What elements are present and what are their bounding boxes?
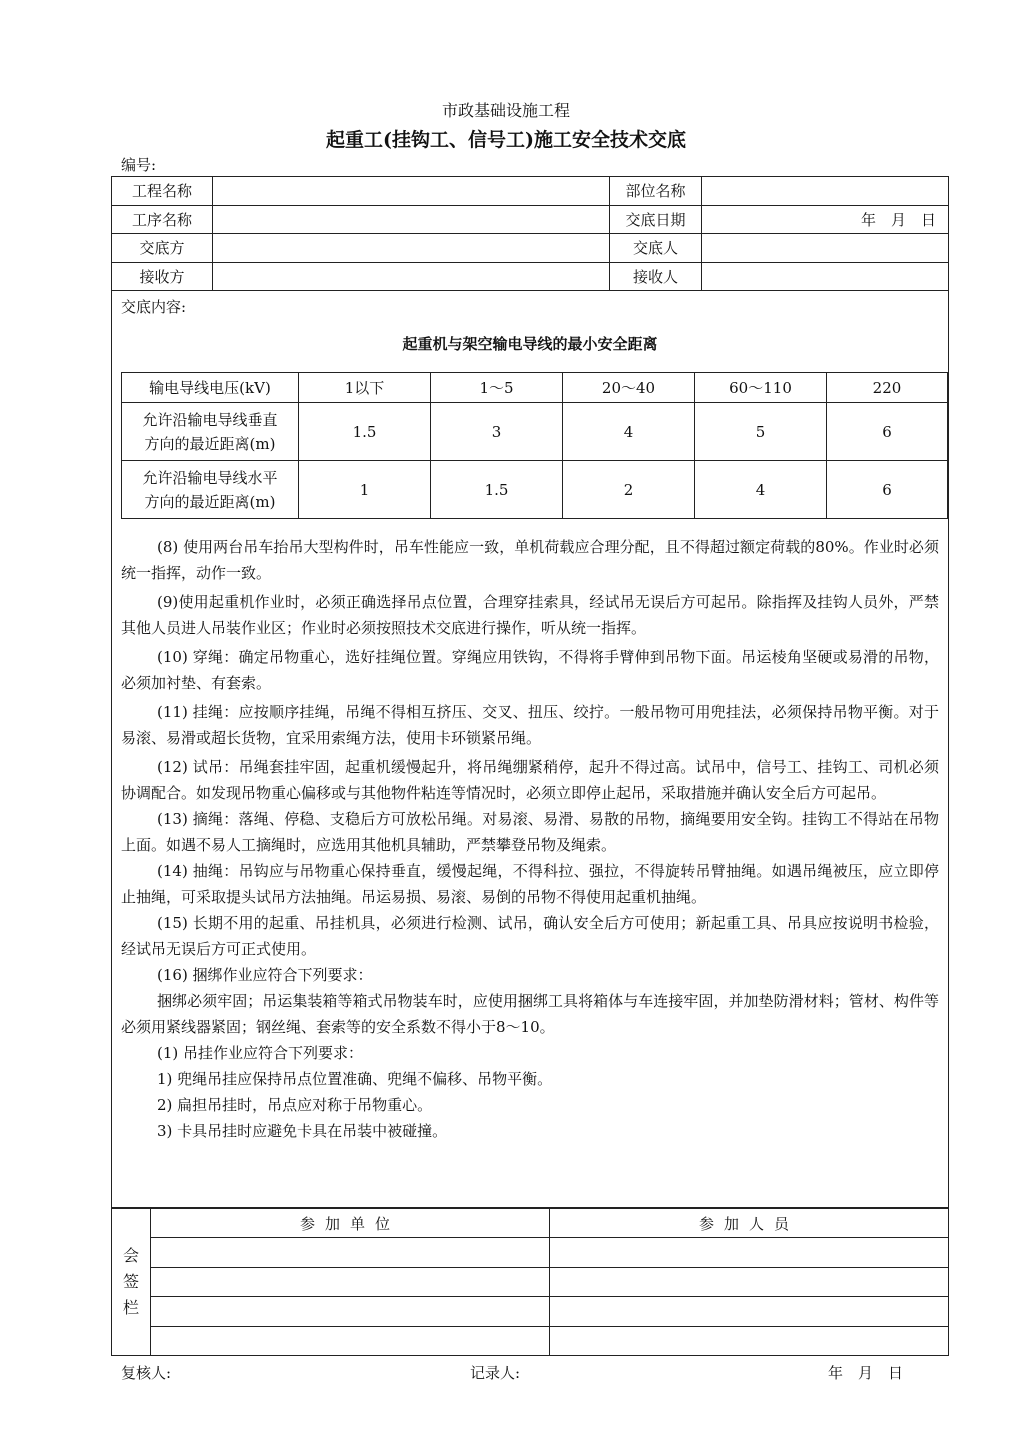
distance-table-header-row [122,373,948,403]
receiver-person-field[interactable] [702,262,949,291]
document-title: 起重工(挂钩工、信号工)施工安全技术交底 [326,129,686,151]
giver-field[interactable] [213,234,610,263]
row-label-line: 允许沿输电导线水平 [142,468,278,487]
person-header: 参加人员 [550,1209,949,1238]
value-cell: 1 [299,461,431,519]
giver-label: 交底方 [112,234,213,263]
content-body [121,534,939,1144]
signoff-table [111,1208,949,1356]
signoff-side-char: 栏 [122,1297,139,1317]
signoff-side-label [112,1209,151,1356]
value-cell: 6 [827,461,948,519]
content-label: 交底内容: [121,298,187,316]
code-label: 编号: [121,156,157,174]
paragraph-binding: 捆绑必须牢固；吊运集装箱等箱式吊物装车时，应使用捆绑工具将箱体与车连接牢固，并加垫防滑材料；管材、构件等必须用紧线器紧固；钢丝绳、套索等的安全系数不得小于8～10。 [121,992,939,1036]
value-cell: 1.5 [431,461,563,519]
paragraph-hanging: (1) 吊挂作业应符合下列要求： [157,1044,364,1062]
row-label-line: 方向的最近距离(m) [144,492,276,511]
row-label-line: 允许沿输电导线垂直 [142,410,278,429]
value-cell: 5 [695,403,827,461]
paragraph-11: (11) 挂绳：应按顺序挂绳，吊绳不得相互挤压、交叉、扭压、绞拧。一般吊物可用兜挂法，必须保持吊物平衡。对于易滚、易滑或超长货物，宜采用索绳方法，使用卡环锁紧吊绳。 [121,703,939,747]
receiver-field[interactable] [213,262,610,291]
person-field[interactable] [550,1326,949,1355]
project-name-field[interactable] [213,177,610,206]
header-cell: 1～5 [431,373,563,403]
signoff-side-char: 签 [122,1271,139,1291]
receiver-person-label: 接收人 [610,262,702,291]
person-field[interactable] [550,1267,949,1296]
value-cell: 1.5 [299,403,431,461]
info-table [111,176,949,291]
header-cell: 输电导线电压(kV) [122,373,299,403]
value-cell: 4 [695,461,827,519]
project-name-label: 工程名称 [112,177,213,206]
paragraph-15: (15) 长期不用的起重、吊挂机具，必须进行检测、试吊，确认安全后方可使用；新起重工具、吊具应按说明书检验，经试吊无误后方可正式使用。 [121,914,939,958]
row-label-line: 方向的最近距离(m) [144,434,276,453]
header-cell: 60～110 [695,373,827,403]
unit-field[interactable] [151,1267,550,1296]
unit-field[interactable] [151,1238,550,1267]
giver-person-field[interactable] [702,234,949,263]
header-cell: 1以下 [299,373,431,403]
vertical-distance-row [122,403,948,461]
distance-table [121,372,948,519]
row-label-cell [122,461,299,519]
unit-field[interactable] [151,1297,550,1326]
paragraph-hanging-3: 3) 卡具吊挂时应避免卡具在吊装中被碰撞。 [157,1122,448,1140]
horizontal-distance-row [122,461,948,519]
process-name-label: 工序名称 [112,205,213,234]
person-field[interactable] [550,1297,949,1326]
giver-person-label: 交底人 [610,234,702,263]
paragraph-12: (12) 试吊：吊绳套挂牢固，起重机缓慢起升，将吊绳绷紧稍停，起升不得过高。试吊中，信号工、挂钩工、司机必须协调配合。如发现吊物重心偏移或与其他物件粘连等情况时，必须立即停止起吊，采取措施并确认安全后方可起吊。 [121,758,939,802]
value-cell: 2 [563,461,695,519]
paragraph-hanging-2: 2) 扁担吊挂时，吊点应对称于吊物重心。 [157,1096,433,1114]
document-subtitle: 市政基础设施工程 [441,101,570,120]
part-name-label: 部位名称 [610,177,702,206]
paragraph-8: (8) 使用两台吊车抬吊大型构件时，吊车性能应一致，单机荷载应合理分配，且不得超过额定荷载的80%。作业时必须统一指挥，动作一致。 [121,538,939,582]
paragraph-10: (10) 穿绳：确定吊物重心，选好挂绳位置。穿绳应用铁钩，不得将手臂伸到吊物下面。吊运棱角坚硬或易滑的吊物，必须加衬垫、有套索。 [121,648,939,692]
receiver-label: 接收方 [112,262,213,291]
person-field[interactable] [550,1238,949,1267]
part-name-field[interactable] [702,177,949,206]
signoff-side-char: 会 [122,1245,139,1265]
date-field[interactable]: 年 月 日 [702,205,949,234]
value-cell: 4 [563,403,695,461]
distance-table-title: 起重机与架空输电导线的最小安全距离 [402,335,658,353]
paragraph-13: (13) 摘绳：落绳、停稳、支稳后方可放松吊绳。对易滚、易滑、易散的吊物，摘绳要用安全钩。挂钩工不得站在吊物上面。如遇不易人工摘绳时，应选用其他机具辅助，严禁攀登吊物及绳索。 [121,810,939,854]
header-cell: 20～40 [563,373,695,403]
value-cell: 3 [431,403,563,461]
paragraph-9: (9)使用起重机作业时，必须正确选择吊点位置，合理穿挂索具，经试吊无误后方可起吊。除指挥及挂钩人员外，严禁其他人员进人吊装作业区；作业时必须按照技术交底进行操作，听从统一指挥。 [121,593,939,637]
paragraph-14: (14) 抽绳：吊钩应与吊物重心保持垂直，缓慢起绳，不得科拉、强拉，不得旋转吊臂抽绳。如遇吊绳被压，应立即停止抽绳，可采取提头试吊方法抽绳。吊运易损、易滚、易倒的吊物不得使用起重机抽绳。 [121,862,939,906]
process-name-field[interactable] [213,205,610,234]
unit-header: 参加单位 [151,1209,550,1238]
paragraph-hanging-1: 1) 兜绳吊挂应保持吊点位置准确、兜绳不偏移、吊物平衡。 [157,1070,553,1088]
date-label: 交底日期 [610,205,702,234]
value-cell: 6 [827,403,948,461]
unit-field[interactable] [151,1326,550,1355]
footer-date: 年 月 日 [828,1364,904,1382]
paragraph-16: (16) 捆绑作业应符合下列要求： [157,966,373,984]
row-label-cell [122,403,299,461]
reviewer-label: 复核人: [121,1364,172,1382]
header-cell: 220 [827,373,948,403]
recorder-label: 记录人: [470,1364,521,1382]
